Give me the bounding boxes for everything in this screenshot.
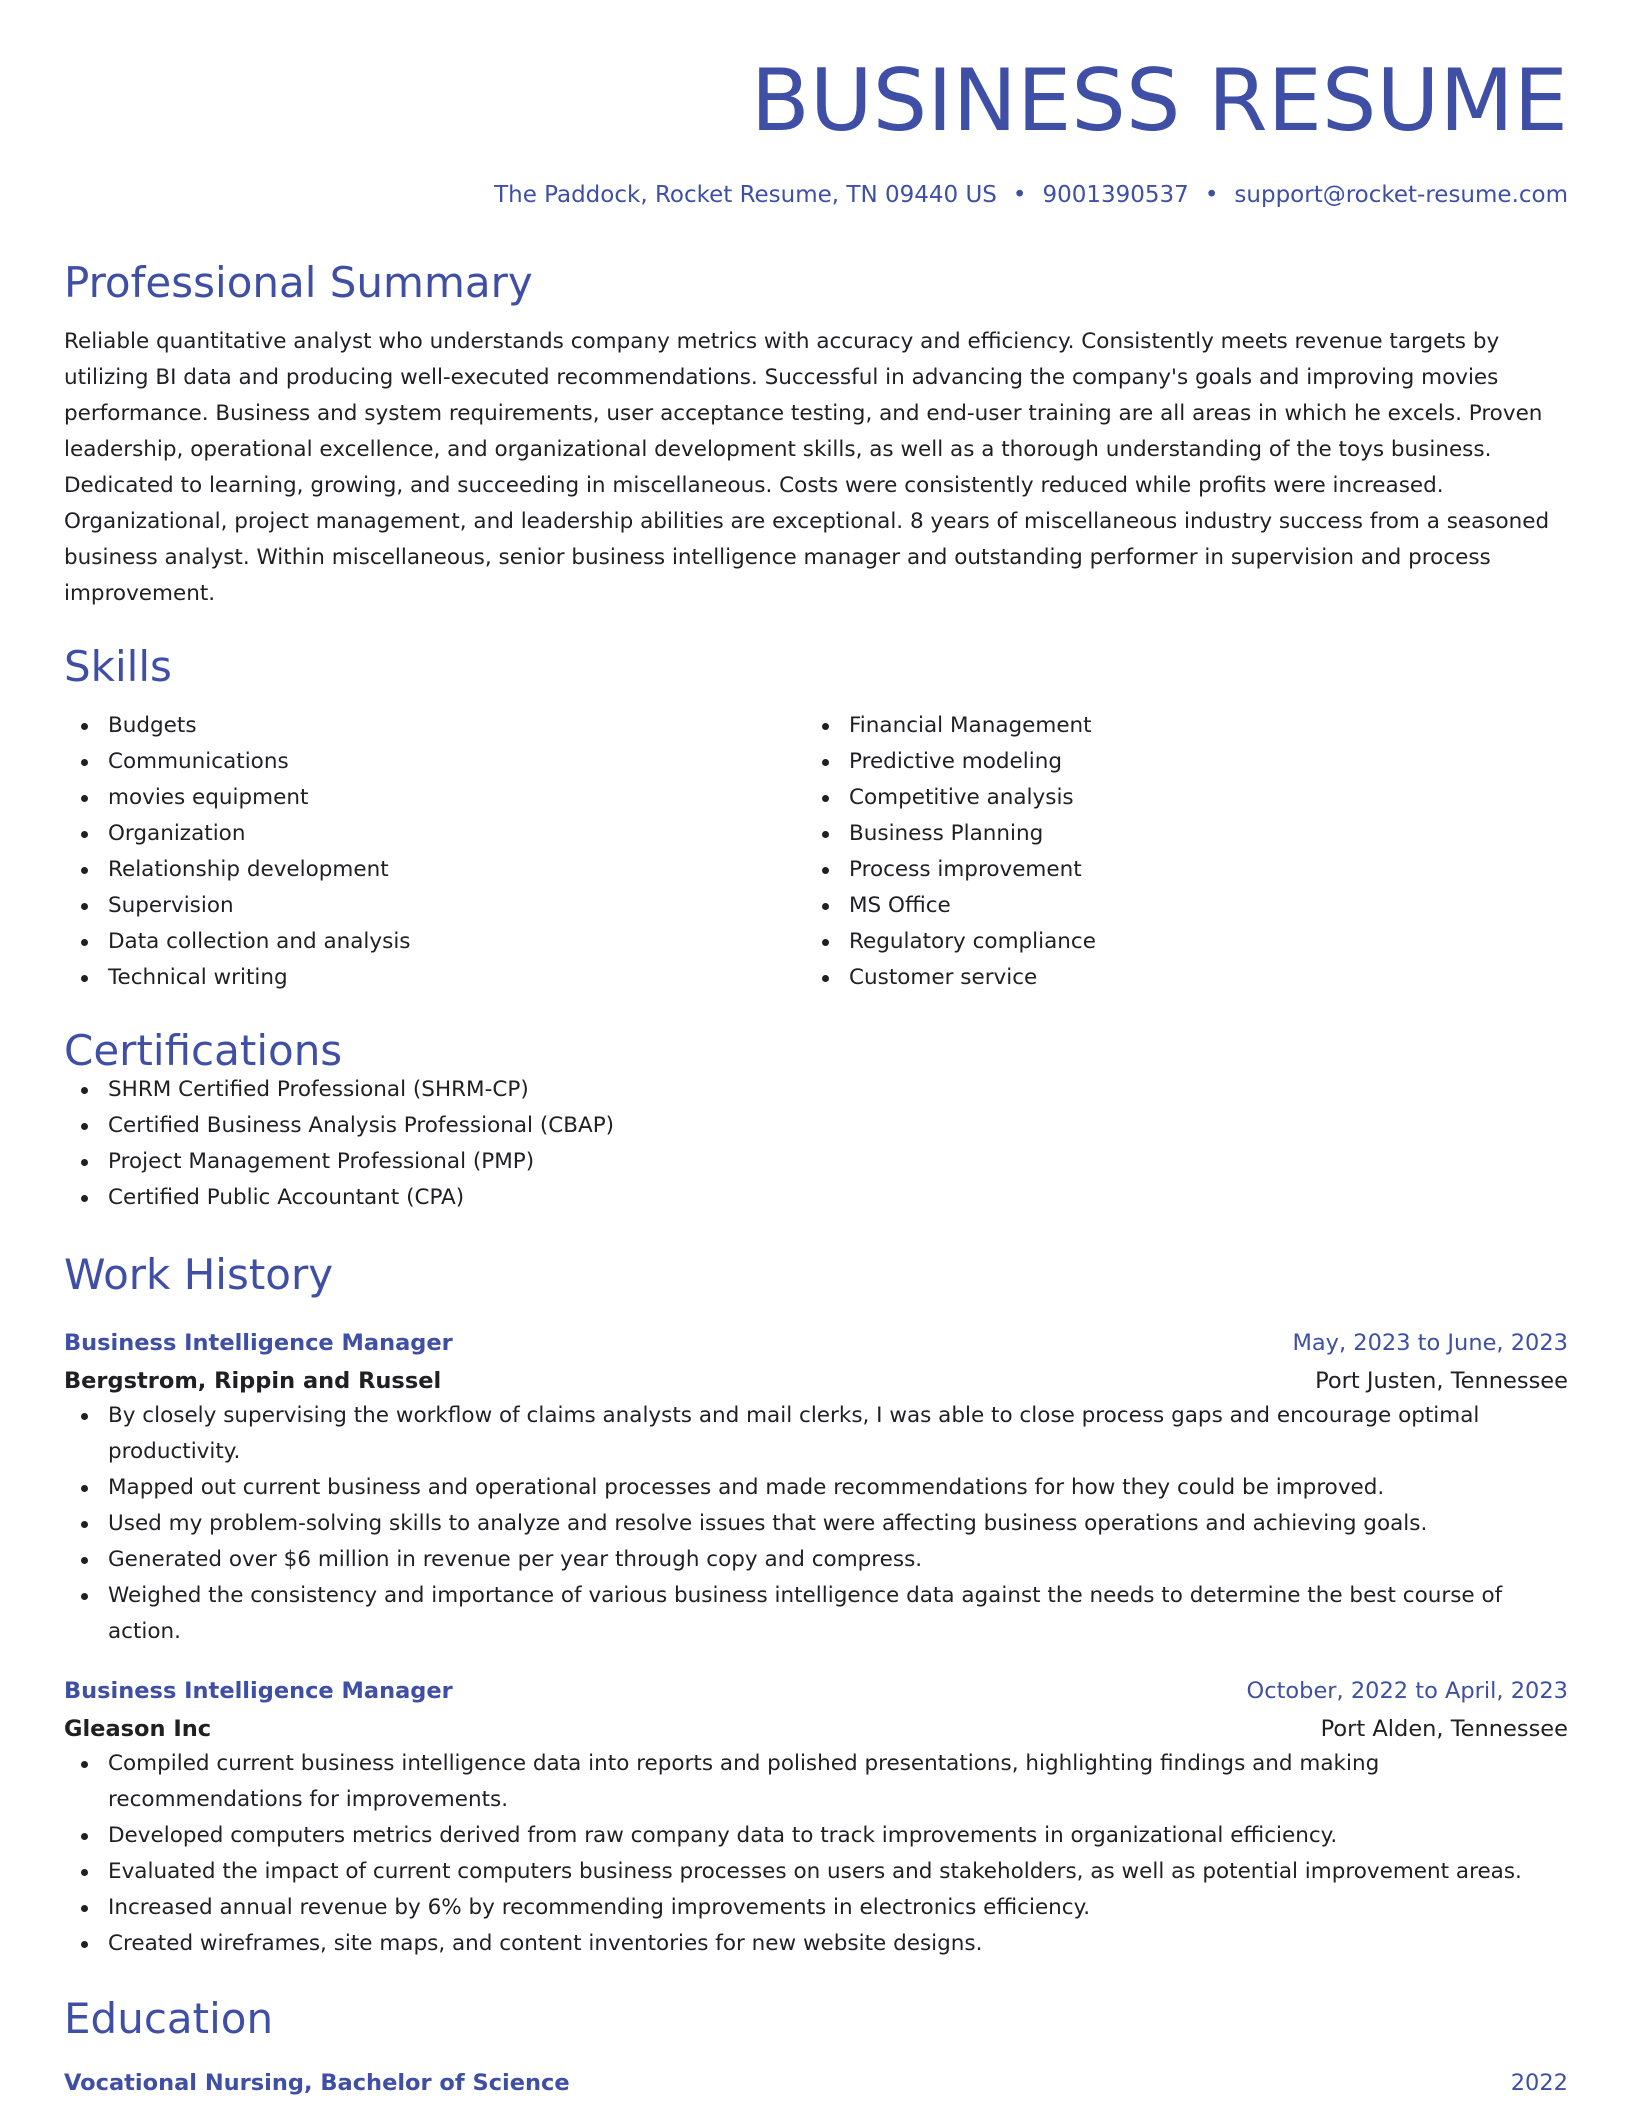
degree-name: Vocational Nursing, Bachelor of Science: [64, 2070, 570, 2096]
job-bullet: Mapped out current business and operational processes and made recommendations for how they could be improved.: [64, 1470, 1568, 1506]
job-bullet: Used my problem-solving skills to analyze and resolve issues that were affecting business operations and achieving goals.: [64, 1506, 1568, 1542]
job-location: Port Alden, Tennessee: [1320, 1716, 1568, 1742]
job-dates: October, 2022 to April, 2023: [1246, 1678, 1568, 1704]
job-bullet: By closely supervising the workflow of claims analysts and mail clerks, I was able to close process gaps and encourage optimal productivity.: [64, 1398, 1568, 1470]
job-employer-row: [64, 1364, 1568, 1398]
job-bullets: [64, 1746, 1568, 1962]
skill-item: Financial Management: [805, 708, 1546, 744]
contact-address: The Paddock, Rocket Resume, TN 09440 US: [494, 182, 997, 208]
candidate-name: BUSINESS RESUME: [750, 51, 1568, 151]
job-bullets: [64, 1398, 1568, 1650]
certification-item: Project Management Professional (PMP): [64, 1144, 1568, 1180]
skill-item: Customer service: [805, 960, 1546, 996]
skill-item: Predictive modeling: [805, 744, 1546, 780]
skill-item: Organization: [64, 816, 805, 852]
company-name: Bergstrom, Rippin and Russel: [64, 1368, 442, 1394]
contact-email: support@rocket-resume.com: [1234, 182, 1568, 208]
summary-section: [64, 258, 1568, 612]
skill-item: Supervision: [64, 888, 805, 924]
summary-text: Reliable quantitative analyst who understands company metrics with accuracy and efficiency. Consistently meets revenue targets by utilizing BI data and producing well-executed recommendations. Successful in advancing the company's goals and improving movies performance. Business and system requirements, user acceptance testing, and end-user training are all areas in which he excels. Proven leadership, operational excellence, and organizational development skills, as well as a thorough understanding of the toys business. Dedicated to learning, growing, and succeeding in miscellaneous. Costs were consistently reduced while profits were increased. Organizational, project management, and leadership abilities are exceptional. 8 years of miscellaneous industry success from a seasoned business analyst. Within miscellaneous, senior business intelligence manager and outstanding performer in supervision and process improvement.: [64, 329, 1550, 606]
section-title-work-history: Work History: [64, 1250, 334, 1299]
education-section: [64, 1994, 1568, 2100]
job-header: [64, 1326, 1568, 1360]
skill-item: Technical writing: [64, 960, 805, 996]
education-entry: [64, 2066, 1568, 2100]
contact-phone: 9001390537: [1042, 182, 1189, 208]
job-header: [64, 1674, 1568, 1708]
certification-item: Certified Business Analysis Professional (CBAP): [64, 1108, 1568, 1144]
section-title-certifications: Certifications: [64, 1026, 343, 1075]
skill-item: movies equipment: [64, 780, 805, 816]
resume-header: [64, 51, 1568, 210]
contact-separator: •: [1012, 182, 1027, 208]
skill-item: Process improvement: [805, 852, 1546, 888]
section-title-skills: Skills: [64, 642, 172, 691]
job-entry: [64, 1674, 1568, 1962]
company-name: Gleason Inc: [64, 1716, 212, 1742]
skills-column-left: [64, 708, 805, 996]
job-bullet: Weighed the consistency and importance of various business intelligence data against the needs to determine the best course of action.: [64, 1578, 1568, 1650]
skills-grid: [64, 708, 1568, 996]
job-bullet: Developed computers metrics derived from raw company data to track improvements in organizational efficiency.: [64, 1818, 1568, 1854]
section-title-summary: Professional Summary: [64, 258, 533, 307]
certification-item: Certified Public Accountant (CPA): [64, 1180, 1568, 1216]
job-title: Business Intelligence Manager: [64, 1330, 453, 1356]
section-title-education: Education: [64, 1994, 274, 2043]
certifications-list: [64, 1072, 1568, 1216]
skill-item: Data collection and analysis: [64, 924, 805, 960]
certification-item: SHRM Certified Professional (SHRM-CP): [64, 1072, 1568, 1108]
job-entry: [64, 1326, 1568, 1650]
skill-item: Budgets: [64, 708, 805, 744]
job-bullet: Generated over $6 million in revenue per year through copy and compress.: [64, 1542, 1568, 1578]
skill-item: Communications: [64, 744, 805, 780]
job-bullet: Increased annual revenue by 6% by recommending improvements in electronics efficiency.: [64, 1890, 1568, 1926]
work-history-section: [64, 1250, 1568, 1962]
job-title: Business Intelligence Manager: [64, 1678, 453, 1704]
job-bullet: Compiled current business intelligence data into reports and polished presentations, highlighting findings and making recommendations for improvements.: [64, 1746, 1568, 1818]
job-bullet: Created wireframes, site maps, and content inventories for new website designs.: [64, 1926, 1568, 1962]
contact-line: [64, 180, 1568, 210]
skill-item: Relationship development: [64, 852, 805, 888]
job-dates: May, 2023 to June, 2023: [1292, 1330, 1568, 1356]
job-employer-row: [64, 1712, 1568, 1746]
skill-item: Business Planning: [805, 816, 1546, 852]
skills-column-right: [805, 708, 1546, 996]
skill-item: Regulatory compliance: [805, 924, 1546, 960]
skill-item: Competitive analysis: [805, 780, 1546, 816]
job-location: Port Justen, Tennessee: [1315, 1368, 1568, 1394]
skills-section: [64, 642, 1568, 996]
job-bullet: Evaluated the impact of current computers business processes on users and stakeholders, as well as potential improvement areas.: [64, 1854, 1568, 1890]
graduation-year: 2022: [1510, 2070, 1568, 2096]
contact-separator: •: [1204, 182, 1219, 208]
skill-item: MS Office: [805, 888, 1546, 924]
certifications-section: [64, 1026, 1568, 1216]
